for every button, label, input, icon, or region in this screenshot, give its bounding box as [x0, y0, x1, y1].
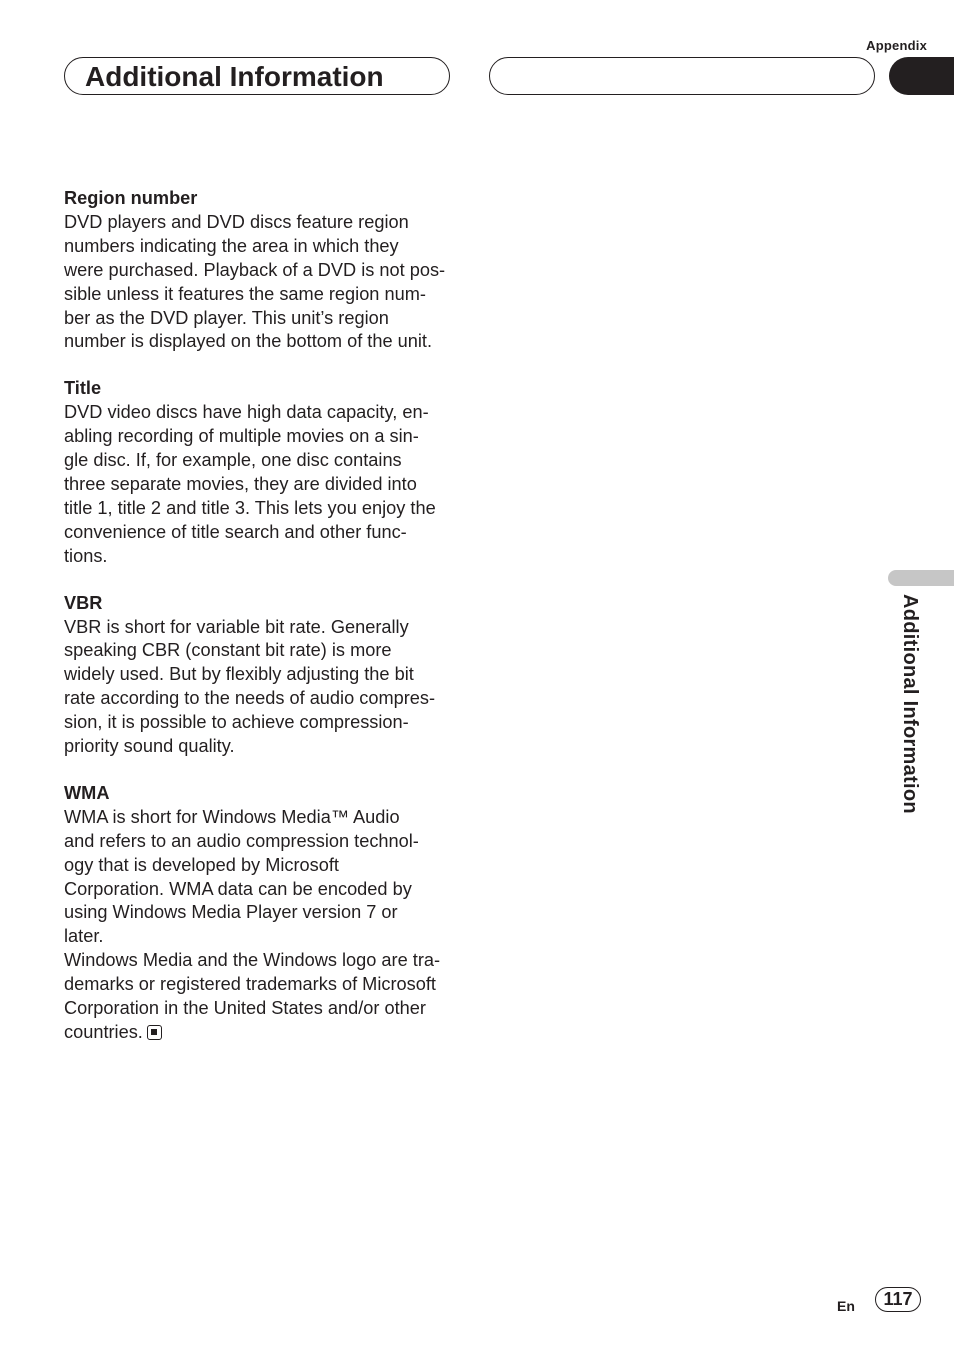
side-tab-label: Additional Information: [899, 594, 921, 814]
page-number: 117: [875, 1287, 921, 1312]
body-line: number is displayed on the bottom of the unit.: [64, 331, 433, 352]
body-line: three separate movies, they are divided into: [64, 473, 417, 494]
body-line: were purchased. Playback of a DVD is not pos-: [64, 259, 446, 280]
side-tab-bar: [888, 570, 954, 586]
body-line: priority sound quality.: [64, 736, 235, 757]
section-heading: Title: [64, 378, 102, 399]
body-line: ogy that is developed by Microsoft: [64, 854, 339, 875]
body-line: Corporation. WMA data can be encoded by: [64, 878, 412, 899]
body-line-last: [64, 1021, 454, 1045]
end-mark-icon: [147, 1025, 162, 1040]
body-line: ber as the DVD player. This unit’s region: [64, 307, 389, 328]
body-line: sible unless it features the same region num-: [64, 283, 426, 304]
body-line: tions.: [64, 545, 108, 566]
header-title-box: [64, 57, 450, 95]
body-line: sion, it is possible to achieve compression-: [64, 712, 409, 733]
body-line: and refers to an audio compression technol-: [64, 830, 419, 851]
body-line-text: countries.: [64, 1022, 143, 1042]
body-line: DVD players and DVD discs feature region: [64, 211, 409, 232]
body-line: Corporation in the United States and/or other: [64, 998, 426, 1019]
body-line: abling recording of multiple movies on a sin-: [64, 426, 419, 447]
body-line: DVD video discs have high data capacity, en-: [64, 402, 429, 423]
body-line: Windows Media and the Windows logo are tra-: [64, 950, 441, 971]
section-heading: WMA: [64, 782, 110, 803]
body-line: demarks or registered trademarks of Microsoft: [64, 974, 436, 995]
body-line: title 1, title 2 and title 3. This lets you enjoy the: [64, 497, 436, 518]
section-region-number: [64, 187, 454, 354]
section-heading: VBR: [64, 592, 103, 613]
appendix-label: Appendix: [866, 38, 927, 53]
section-title: [64, 377, 454, 568]
body-line: convenience of title search and other func-: [64, 521, 407, 542]
body-line: numbers indicating the area in which they: [64, 235, 399, 256]
header-black-tab: [889, 57, 954, 95]
body-line: speaking CBR (constant bit rate) is more: [64, 640, 392, 661]
language-label: En: [837, 1298, 855, 1314]
body-line: WMA is short for Windows Media™ Audio: [64, 806, 400, 827]
body-line: gle disc. If, for example, one disc contains: [64, 450, 402, 471]
body-line: using Windows Media Player version 7 or: [64, 902, 398, 923]
body-line: later.: [64, 926, 104, 947]
section-vbr: [64, 592, 454, 759]
main-content: [64, 187, 454, 1068]
page-title: Additional Information: [85, 61, 384, 92]
section-heading: Region number: [64, 188, 198, 208]
header-empty-box: [489, 57, 875, 95]
body-line: VBR is short for variable bit rate. Generally: [64, 616, 409, 637]
body-line: rate according to the needs of audio compres-: [64, 688, 436, 709]
section-wma: [64, 782, 454, 1045]
body-line: widely used. But by flexibly adjusting the bit: [64, 664, 414, 685]
